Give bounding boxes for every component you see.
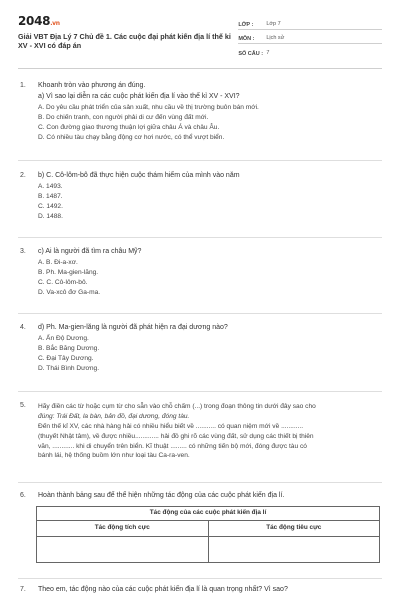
question-number: 7.	[20, 586, 26, 593]
question-1	[18, 82, 382, 142]
question-stem: a) Vì sao lại diễn ra các cuộc phát kiến địa lí vào thế kỉ XV - XVI?	[38, 92, 240, 100]
meta-label: SỐ CÂU :	[238, 51, 264, 58]
header-divider	[18, 68, 382, 69]
table-title-cell: Tác động của các cuộc phát kiến địa lí	[37, 506, 380, 520]
answer-option[interactable]: A. 1493.	[38, 182, 63, 190]
answer-option[interactable]: B. Bắc Băng Dương.	[38, 344, 100, 352]
fill-in-text-line: bánh lái, hệ thống buồm lớn như loại tàu Ca-ra-ven.	[38, 452, 190, 460]
fill-in-text-line: Hãy điền các từ hoặc cụm từ cho sẵn vào chỗ chấm (...) trong đoạn thông tin dưới đây sao cho	[38, 403, 316, 410]
question-number: 2.	[20, 172, 26, 179]
fill-in-text-line[interactable]: (thuyết Nhật tâm), về được nhiều............. hải đồ ghi rõ các vùng đất, sử dụng các thiết bị thiên	[38, 432, 314, 440]
table-title-row	[37, 506, 380, 520]
document-title: Giải VBT Địa Lý 7 Chủ đề 1. Các cuộc đại phát kiến địa lí thế kỉ XV - XVI có đáp án	[18, 32, 231, 51]
meta-value: Lớp 7	[266, 21, 281, 28]
question-stem: Theo em, tác động nào của các cuộc phát kiến địa lí là quan trọng nhất? Vì sao?	[38, 586, 288, 593]
question-body	[38, 82, 382, 142]
answer-option[interactable]: C. C. Cô-lôm-bô.	[38, 279, 88, 287]
table-cell-positive[interactable]	[37, 536, 209, 562]
meta-row-subject	[238, 30, 382, 44]
answer-option[interactable]: D. 1488.	[38, 213, 63, 221]
question-divider	[18, 482, 382, 483]
meta-row-count	[238, 44, 382, 58]
question-7	[18, 586, 382, 595]
question-number: 6.	[20, 492, 26, 499]
question-number: 1.	[20, 82, 26, 89]
answer-option[interactable]: B. 1487.	[38, 192, 63, 200]
question-divider	[18, 391, 382, 392]
fill-in-text-line: đúng: Trái Đất, la bàn, bản đồ, đại dương, đóng tàu.	[38, 412, 190, 420]
question-body	[38, 492, 382, 501]
answer-option[interactable]: B. Ph. Ma-gien-lăng.	[38, 268, 99, 276]
question-stem: d) Ph. Ma-gien-lăng là người đã phát hiện ra đại dương nào?	[38, 324, 228, 331]
logo-text: 2048	[18, 14, 51, 28]
question-2	[18, 172, 382, 222]
meta-label: LỚP :	[238, 22, 254, 29]
meta-label: MÔN :	[238, 36, 255, 43]
impact-table	[36, 506, 380, 563]
table-cell-negative[interactable]	[208, 536, 380, 562]
answer-option[interactable]: B. Do chiến tranh, con người phải di cư đến vùng đất mới.	[38, 113, 209, 121]
question-4	[18, 324, 382, 374]
answer-option[interactable]: D. Thái Bình Dương.	[38, 365, 100, 373]
question-5	[18, 402, 382, 461]
question-divider	[18, 237, 382, 238]
fill-in-text-line[interactable]: văn, ............ khi di chuyển trên biển. Kĩ thuật ......... có những tiến bộ mới, đóng được tàu có	[38, 442, 307, 450]
answer-option[interactable]: D. Va-xcô đơ Ga-ma.	[38, 289, 101, 297]
question-stem: Hoàn thành bảng sau để thể hiện những tác động của các cuộc phát kiến địa lí.	[38, 492, 285, 499]
question-stem: c) Ai là người đã tìm ra châu Mỹ?	[38, 248, 142, 255]
fill-in-text-line[interactable]: Đến thế kỉ XV, các nhà hàng hải có nhiều hiểu biết về ........... có quan niệm mới về ............	[38, 422, 304, 430]
question-divider	[18, 160, 382, 161]
question-divider	[18, 578, 382, 579]
meta-value: 7	[266, 50, 270, 57]
question-stem: Khoanh tròn vào phương án đúng.	[38, 82, 146, 89]
answer-option[interactable]: A. B. Đi-a-xơ.	[38, 258, 78, 266]
table-header-positive: Tác động tích cực	[37, 520, 209, 536]
question-body	[38, 248, 382, 298]
document-header	[18, 14, 382, 58]
answer-option[interactable]: A. Do yêu cầu phát triển của sản xuất, nhu cầu về thị trường buôn bán mới.	[38, 103, 259, 111]
question-body	[38, 586, 382, 595]
question-body	[38, 324, 382, 374]
question-divider	[18, 313, 382, 314]
meta-row-class	[238, 16, 382, 30]
question-number: 4.	[20, 324, 26, 331]
meta-panel	[238, 16, 382, 58]
question-3	[18, 248, 382, 298]
answer-option[interactable]: D. Có nhiều tàu chạy bằng động cơ hơi nước, có thể vượt biển.	[38, 134, 225, 142]
question-body	[38, 172, 382, 222]
answer-option[interactable]: A. Ấn Độ Dương.	[38, 334, 89, 342]
answer-option[interactable]: C. Con đường giao thương thuận lợi giữa châu Á và châu Âu.	[38, 123, 220, 131]
question-6	[18, 492, 382, 563]
question-number: 5.	[20, 402, 26, 409]
question-stem: b) C. Cô-lôm-bô đã thực hiện cuộc thám hiểm của mình vào năm	[38, 172, 240, 179]
table-header-negative: Tác động tiêu cực	[208, 520, 380, 536]
meta-value: Lịch sử	[266, 35, 285, 42]
table-row	[37, 536, 380, 562]
answer-option[interactable]: C. Đại Tây Dương.	[38, 355, 94, 363]
logo-suffix: .vn	[50, 20, 60, 27]
question-body	[38, 402, 382, 461]
header-left	[18, 14, 238, 51]
answer-option[interactable]: C. 1492.	[38, 203, 63, 211]
question-number: 3.	[20, 248, 26, 255]
table-header-row	[37, 520, 380, 536]
site-logo[interactable]	[18, 14, 238, 29]
